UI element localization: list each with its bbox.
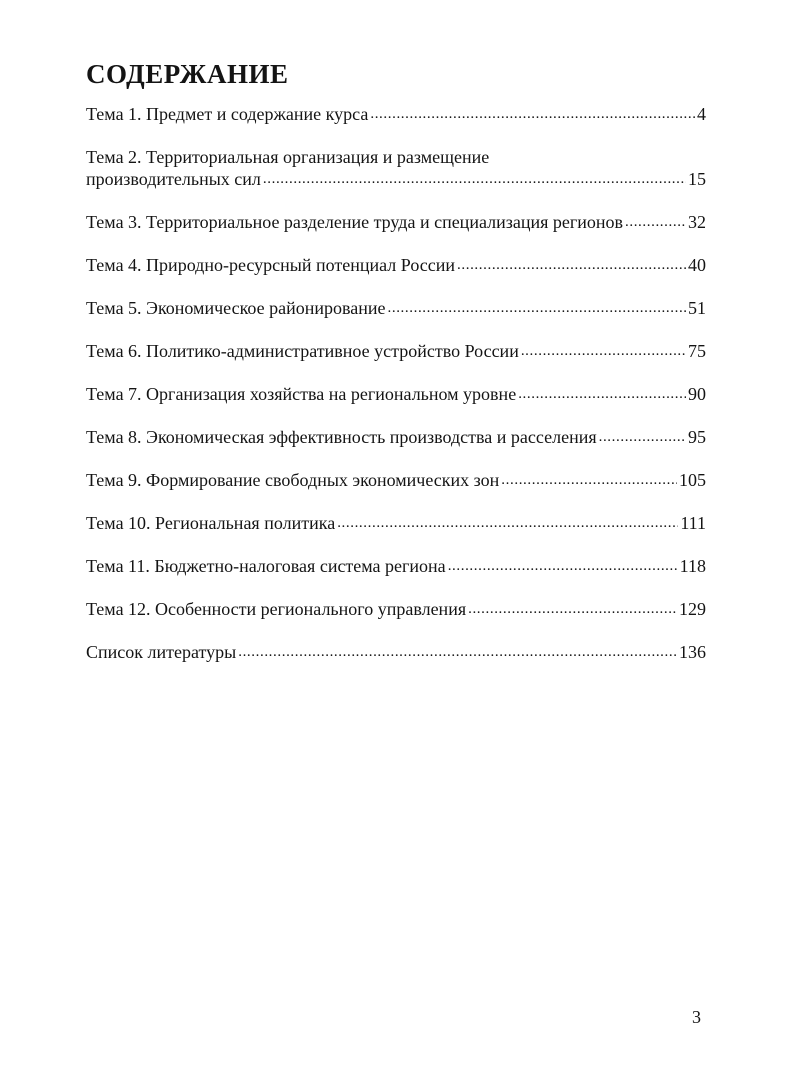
dot-leader [388, 295, 687, 319]
toc-entry-title: Тема 1. Предмет и содержание курса [86, 104, 369, 124]
dot-leader [370, 101, 695, 125]
toc-entry-title: Тема 4. Природно-ресурсный потенциал России [86, 255, 456, 275]
toc-entry-9 [86, 469, 706, 493]
toc-entry-5 [86, 297, 706, 321]
toc-entry-10 [86, 512, 706, 536]
toc-entry-page: 136 [679, 642, 706, 662]
dot-leader [521, 338, 686, 362]
toc-entry-page: 4 [697, 104, 706, 124]
page-number: 3 [692, 1007, 701, 1027]
toc-entry-title-line1: Тема 2. Территориальная организация и размещение [86, 147, 490, 167]
toc-entry-title: Список литературы [86, 642, 237, 662]
toc-entry-12 [86, 598, 706, 622]
toc-entry-title: Тема 12. Особенности регионального управления [86, 599, 467, 619]
toc-entry-page: 111 [680, 513, 706, 533]
dot-leader [238, 639, 677, 663]
toc-entry-title: Тема 9. Формирование свободных экономических зон [86, 470, 500, 490]
dot-leader [448, 553, 678, 577]
toc-entry-title: Тема 7. Организация хозяйства на региональном уровне [86, 384, 517, 404]
dot-leader [625, 209, 686, 233]
toc-entry-title: Тема 11. Бюджетно-налоговая система региона [86, 556, 446, 576]
toc-entry-title: Тема 5. Экономическое районирование [86, 298, 386, 318]
toc-entry-11 [86, 555, 706, 579]
toc-entry-page: 51 [688, 298, 706, 318]
toc-entry-13 [86, 641, 706, 665]
toc-entry-page: 118 [679, 556, 706, 576]
toc-entry-6 [86, 340, 706, 364]
toc-entry-title: Тема 10. Региональная политика [86, 513, 336, 533]
dot-leader [337, 510, 678, 534]
toc-entry-page: 95 [688, 427, 706, 447]
dot-leader [457, 252, 686, 276]
toc-entry-page: 90 [688, 384, 706, 404]
toc-entry-title-line2: производительных сил [86, 169, 261, 189]
toc-entry-3 [86, 211, 706, 235]
dot-leader [501, 467, 677, 491]
toc-entry-1 [86, 103, 706, 127]
toc-entry-page: 32 [688, 212, 706, 232]
toc-entry-2 [86, 146, 706, 192]
toc-entry-7 [86, 383, 706, 407]
dot-leader [468, 596, 677, 620]
toc-entry-page: 40 [688, 255, 706, 275]
toc-entry-8 [86, 426, 706, 450]
dot-leader [518, 381, 686, 405]
dot-leader [599, 424, 686, 448]
toc-entry-title: Тема 6. Политико-административное устройство России [86, 341, 519, 361]
toc-entry-title: Тема 8. Экономическая эффективность производства и расселения [86, 427, 597, 447]
toc-entry-page: 129 [679, 599, 706, 619]
toc-entry-page: 15 [688, 169, 706, 189]
toc-entry-page: 75 [688, 341, 706, 361]
toc-entry-page: 105 [679, 470, 706, 490]
toc-entry-title: Тема 3. Территориальное разделение труда и специализация регионов [86, 212, 623, 232]
toc-entry-4 [86, 254, 706, 278]
dot-leader [263, 166, 686, 190]
page-title: СОДЕРЖАНИЕ [86, 59, 289, 89]
table-of-contents [86, 103, 706, 684]
